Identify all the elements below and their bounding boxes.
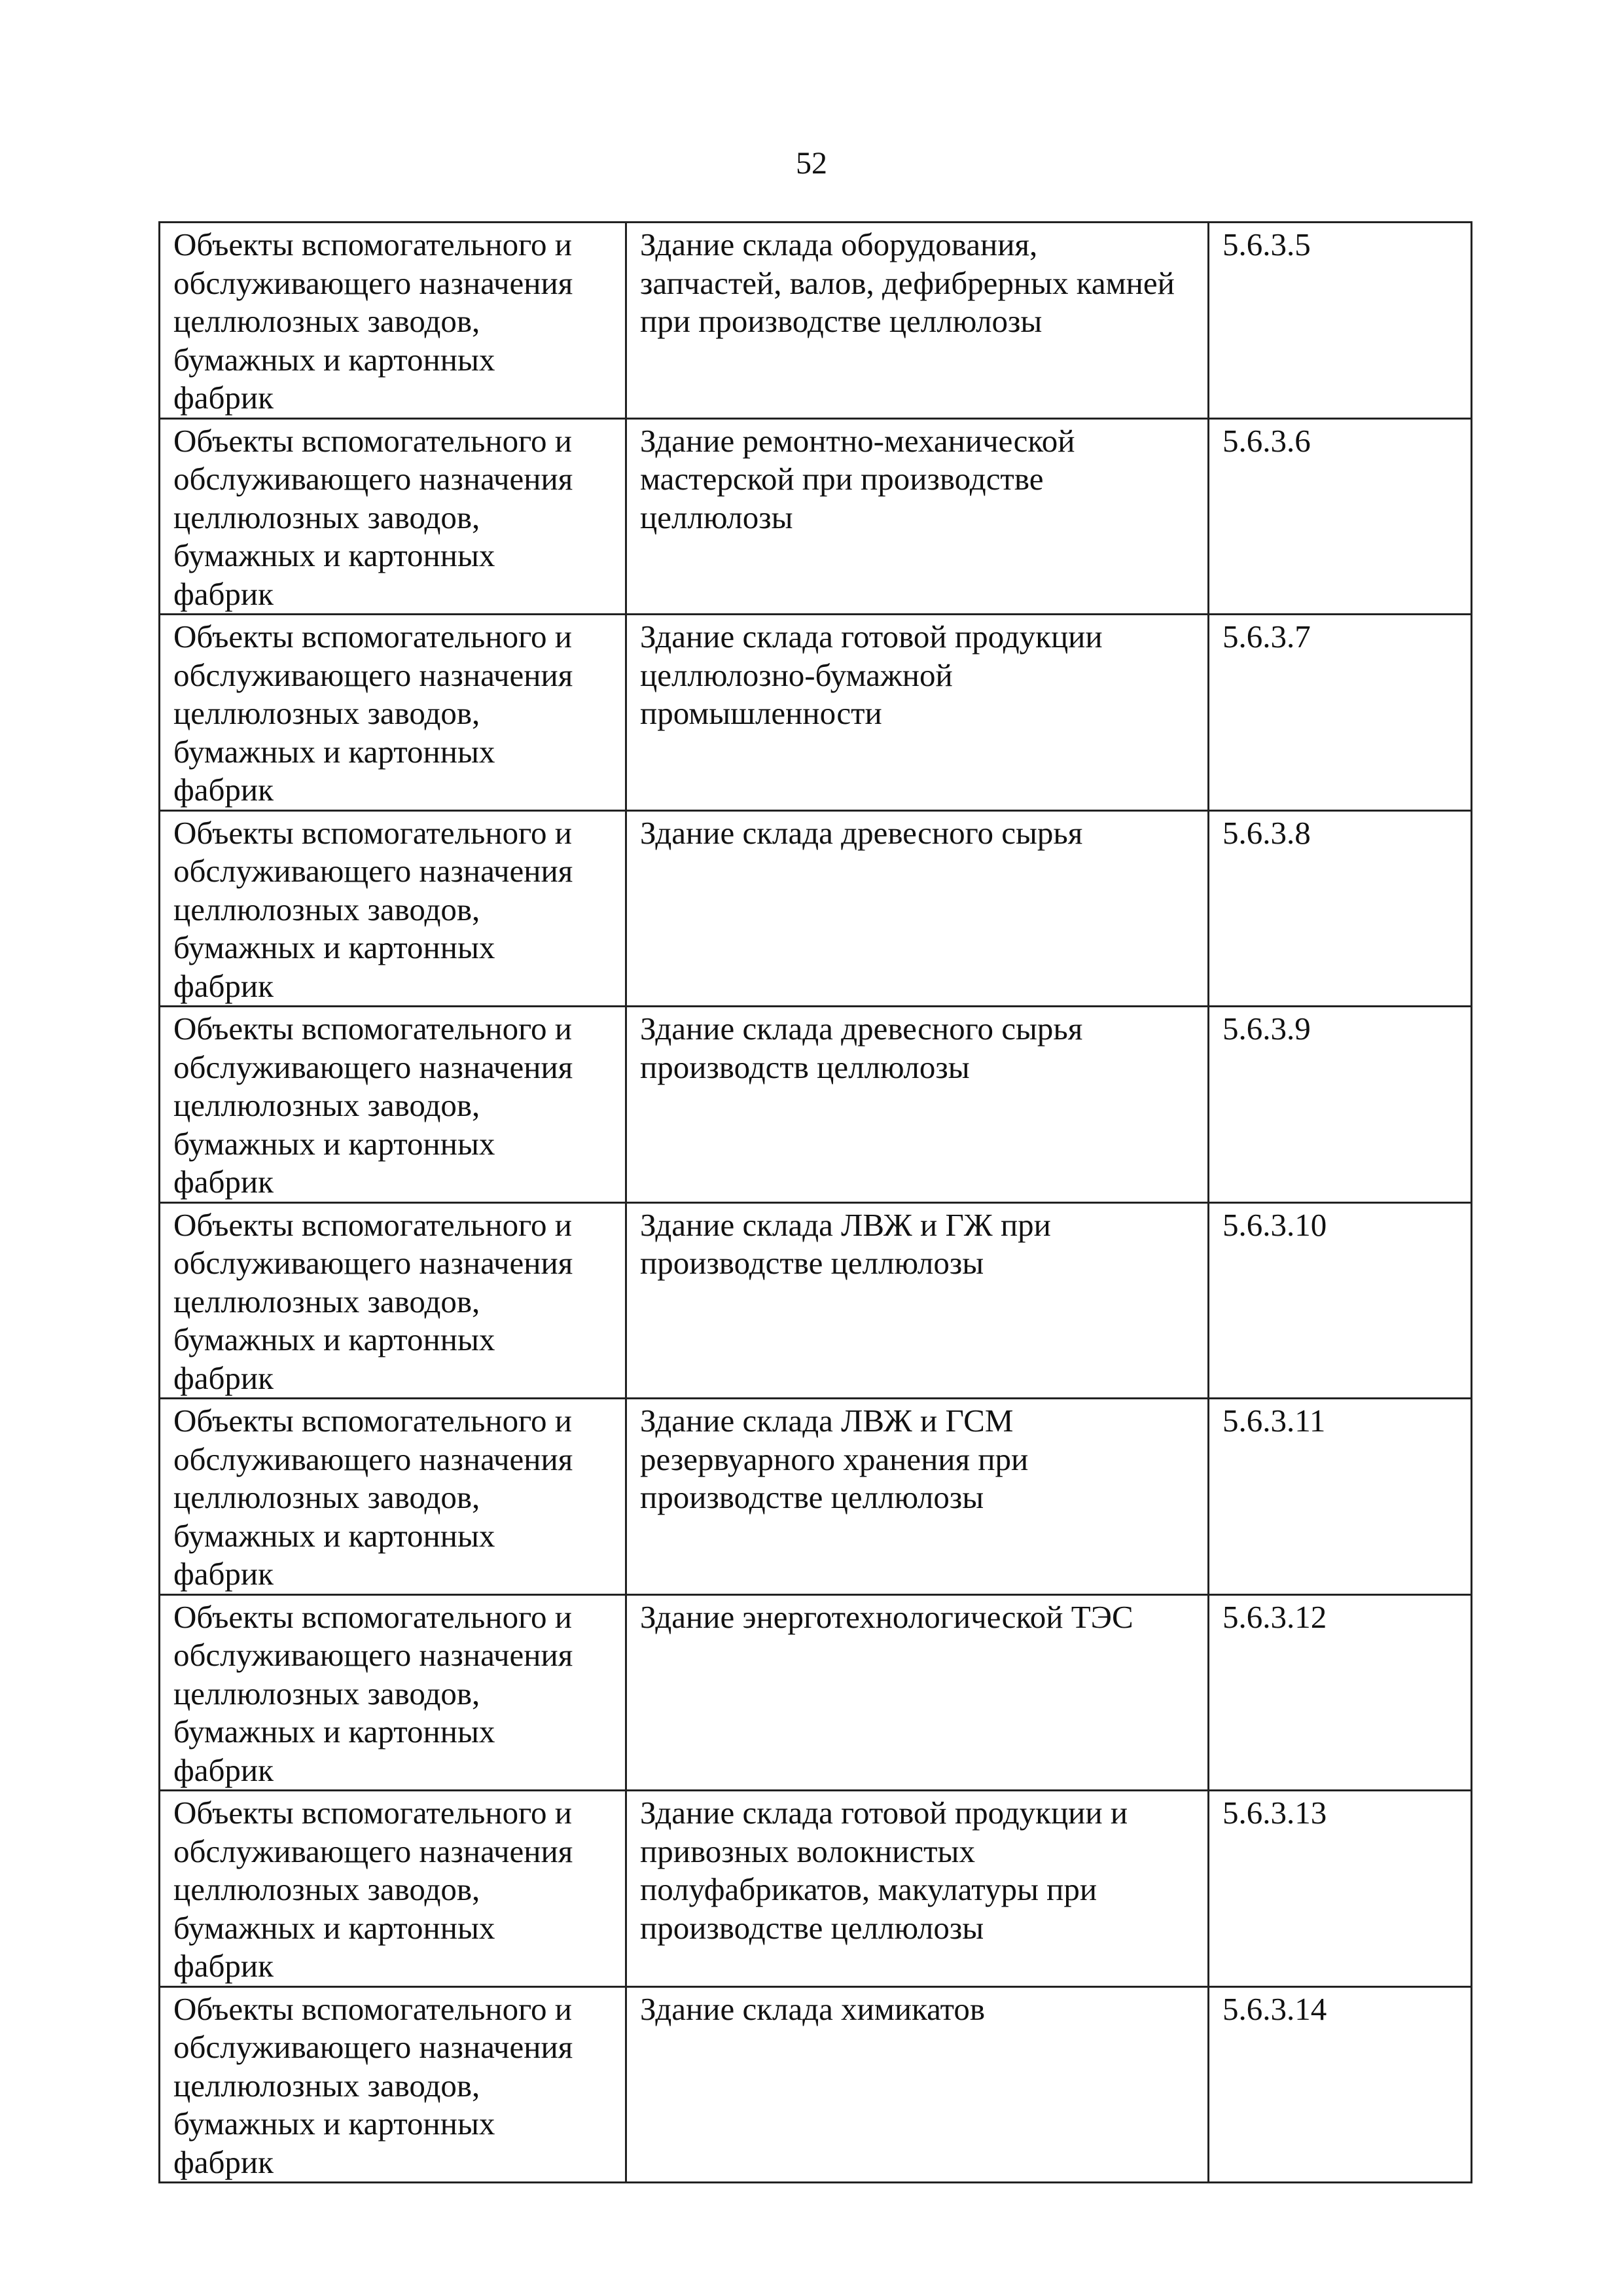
code-text: 5.6.3.14 bbox=[1222, 1990, 1327, 2027]
code-cell bbox=[1209, 810, 1472, 1007]
description-text: Здание склада готовой продукции и привозных волокнистых полуфабрикатов, макулатуры при производстве целлюлозы bbox=[640, 1795, 1128, 1946]
code-cell bbox=[1209, 418, 1472, 615]
code-cell bbox=[1209, 1791, 1472, 1987]
description-cell bbox=[626, 223, 1209, 419]
code-text: 5.6.3.7 bbox=[1222, 619, 1311, 655]
table-row bbox=[160, 1791, 1472, 1987]
description-cell bbox=[626, 1202, 1209, 1399]
category-cell bbox=[160, 418, 626, 615]
table-row bbox=[160, 223, 1472, 419]
category-text: Объекты вспомогательного и обслуживающего назначения целлюлозных заводов, бумажных и картонных фабрик bbox=[173, 1795, 573, 1984]
description-text: Здание склада ЛВЖ и ГЖ при производстве целлюлозы bbox=[640, 1206, 1051, 1281]
classification-table bbox=[158, 221, 1472, 2183]
description-text: Здание склада ЛВЖ и ГСМ резервуарного хранения при производстве целлюлозы bbox=[640, 1403, 1029, 1515]
category-cell bbox=[160, 615, 626, 811]
table-row bbox=[160, 810, 1472, 1007]
category-cell bbox=[160, 1399, 626, 1595]
description-cell bbox=[626, 418, 1209, 615]
table-row bbox=[160, 1399, 1472, 1595]
category-cell bbox=[160, 1202, 626, 1399]
description-cell bbox=[626, 1594, 1209, 1791]
code-text: 5.6.3.9 bbox=[1222, 1011, 1311, 1047]
code-cell bbox=[1209, 1202, 1472, 1399]
category-text: Объекты вспомогательного и обслуживающего назначения целлюлозных заводов, бумажных и картонных фабрик bbox=[173, 226, 573, 416]
code-cell bbox=[1209, 1594, 1472, 1791]
code-cell bbox=[1209, 1399, 1472, 1595]
description-text: Здание энерготехнологической ТЭС bbox=[640, 1598, 1133, 1635]
category-cell bbox=[160, 1594, 626, 1791]
category-cell bbox=[160, 1986, 626, 2183]
table-row bbox=[160, 1007, 1472, 1203]
code-cell bbox=[1209, 223, 1472, 419]
code-text: 5.6.3.13 bbox=[1222, 1795, 1327, 1831]
description-cell bbox=[626, 1791, 1209, 1987]
code-text: 5.6.3.11 bbox=[1222, 1403, 1326, 1439]
category-cell bbox=[160, 810, 626, 1007]
table-row bbox=[160, 1594, 1472, 1791]
description-cell bbox=[626, 1986, 1209, 2183]
code-text: 5.6.3.5 bbox=[1222, 226, 1311, 262]
code-text: 5.6.3.8 bbox=[1222, 814, 1311, 851]
category-text: Объекты вспомогательного и обслуживающего назначения целлюлозных заводов, бумажных и картонных фабрик bbox=[173, 1403, 573, 1592]
category-text: Объекты вспомогательного и обслуживающего назначения целлюлозных заводов, бумажных и картонных фабрик bbox=[173, 1990, 573, 2180]
table-row bbox=[160, 615, 1472, 811]
description-text: Здание ремонтно-механической мастерской при производстве целлюлозы bbox=[640, 422, 1075, 535]
code-text: 5.6.3.12 bbox=[1222, 1598, 1327, 1635]
description-text: Здание склада химикатов bbox=[640, 1990, 986, 2027]
category-cell bbox=[160, 223, 626, 419]
description-text: Здание склада древесного сырья bbox=[640, 814, 1083, 851]
table-row bbox=[160, 1986, 1472, 2183]
code-text: 5.6.3.6 bbox=[1222, 422, 1311, 459]
code-text: 5.6.3.10 bbox=[1222, 1206, 1327, 1243]
category-text: Объекты вспомогательного и обслуживающего назначения целлюлозных заводов, бумажных и картонных фабрик bbox=[173, 1206, 573, 1396]
category-text: Объекты вспомогательного и обслуживающего назначения целлюлозных заводов, бумажных и картонных фабрик bbox=[173, 1598, 573, 1788]
category-text: Объекты вспомогательного и обслуживающего назначения целлюлозных заводов, бумажных и картонных фабрик bbox=[173, 1011, 573, 1200]
description-cell bbox=[626, 1399, 1209, 1595]
category-cell bbox=[160, 1791, 626, 1987]
page-number: 52 bbox=[796, 146, 827, 181]
code-cell bbox=[1209, 1007, 1472, 1203]
category-text: Объекты вспомогательного и обслуживающего назначения целлюлозных заводов, бумажных и картонных фабрик bbox=[173, 619, 573, 808]
description-cell bbox=[626, 1007, 1209, 1203]
code-cell bbox=[1209, 1986, 1472, 2183]
description-text: Здание склада оборудования, запчастей, валов, дефибрерных камней при производстве целлюлозы bbox=[640, 226, 1175, 339]
description-text: Здание склада древесного сырья производств целлюлозы bbox=[640, 1011, 1083, 1085]
description-text: Здание склада готовой продукции целлюлозно-бумажной промышленности bbox=[640, 619, 1103, 731]
table-row bbox=[160, 418, 1472, 615]
description-cell bbox=[626, 810, 1209, 1007]
table-row bbox=[160, 1202, 1472, 1399]
category-cell bbox=[160, 1007, 626, 1203]
category-text: Объекты вспомогательного и обслуживающего назначения целлюлозных заводов, бумажных и картонных фабрик bbox=[173, 422, 573, 612]
description-cell bbox=[626, 615, 1209, 811]
code-cell bbox=[1209, 615, 1472, 811]
category-text: Объекты вспомогательного и обслуживающего назначения целлюлозных заводов, бумажных и картонных фабрик bbox=[173, 814, 573, 1004]
